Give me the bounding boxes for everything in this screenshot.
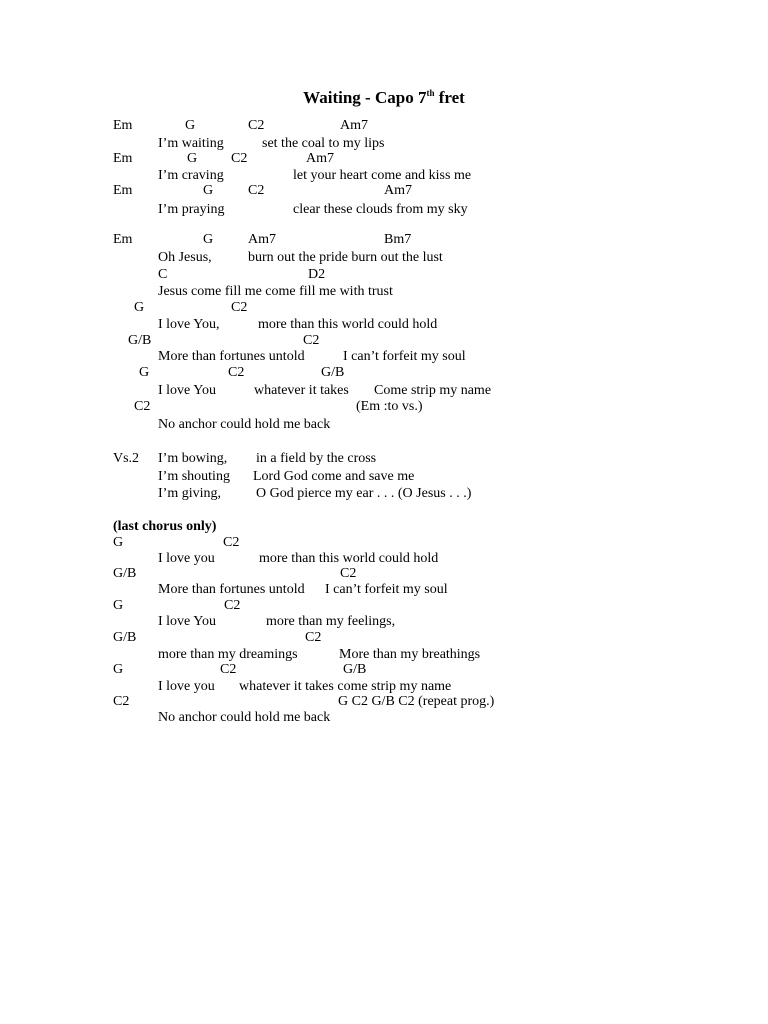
chord-label: Am7 — [340, 118, 368, 133]
chord-label: C2 — [340, 566, 357, 581]
song-title-tail: fret — [434, 88, 465, 107]
lyric-text: let your heart come and kiss me — [293, 168, 472, 183]
lyric-text: clear these clouds from my sky — [293, 202, 468, 217]
chord-label: G — [185, 118, 196, 133]
chord-label: G — [187, 151, 198, 166]
chord-label: G — [113, 662, 124, 677]
chord-label: C2 — [305, 630, 322, 645]
chord-label: C2 — [248, 183, 265, 198]
chord-label: C2 — [231, 300, 248, 315]
chord-label: G/B — [113, 630, 137, 645]
chord-label: G/B — [321, 365, 345, 380]
chord-label: G — [139, 365, 150, 380]
chord-label: C2 — [220, 662, 237, 677]
chord-label: Em — [113, 183, 133, 198]
lyric-text: No anchor could hold me back — [158, 417, 331, 432]
lyric-text: I can’t forfeit my soul — [325, 582, 448, 597]
chord-label: C2 — [224, 598, 241, 613]
lyric-text: whatever it takes come strip my name — [239, 679, 452, 694]
lyric-text: I can’t forfeit my soul — [343, 349, 466, 364]
chord-label: Bm7 — [384, 232, 412, 247]
chord-label: C2 — [223, 535, 240, 550]
lyric-text: set the coal to my lips — [262, 136, 385, 151]
chord-label: G — [113, 535, 124, 550]
chord-label: Am7 — [248, 232, 276, 247]
chord-label: C — [158, 267, 168, 282]
lyric-text: O God pierce my ear . . . (O Jesus . . .) — [256, 486, 472, 501]
chord-label: (Em :to vs.) — [356, 399, 423, 414]
chord-label: G/B — [128, 333, 152, 348]
lyric-text: No anchor could hold me back — [158, 710, 331, 725]
lyric-text: whatever it takes — [254, 383, 349, 398]
chord-label: D2 — [308, 267, 326, 282]
lyric-text: I love you — [158, 679, 215, 694]
lyric-text: I’m waiting — [158, 136, 224, 151]
lyric-text: Lord God come and save me — [253, 469, 415, 484]
chord-label: G — [203, 183, 214, 198]
chord-label: Am7 — [384, 183, 412, 198]
lyric-text: I love You — [158, 614, 216, 629]
chord-label: Em — [113, 232, 133, 247]
lyric-text: Oh Jesus, — [158, 250, 212, 265]
section-label: (last chorus only) — [113, 519, 217, 534]
lyric-text: I’m shouting — [158, 469, 230, 484]
lyric-text: I’m giving, — [158, 486, 221, 501]
lyric-text: I’m praying — [158, 202, 225, 217]
chord-label: G/B — [343, 662, 367, 677]
lyric-text: More than my breathings — [339, 647, 481, 662]
lyric-text: in a field by the cross — [256, 451, 377, 466]
chord-label: C2 — [231, 151, 248, 166]
lyric-text: Vs.2 — [113, 451, 140, 466]
chord-label: Am7 — [306, 151, 334, 166]
lyric-text: I love You, — [158, 317, 220, 332]
chord-label: Em — [113, 118, 133, 133]
lyric-text: more than my dreamings — [158, 647, 298, 662]
chord-label: C2 — [248, 118, 265, 133]
lyric-text: more than this world could hold — [258, 317, 438, 332]
chord-label: C2 — [113, 694, 130, 709]
lyric-text: I’m craving — [158, 168, 224, 183]
lyric-text: I love you — [158, 551, 215, 566]
song-title — [0, 88, 768, 108]
lyric-text: I love You — [158, 383, 216, 398]
chord-label: C2 — [228, 365, 245, 380]
chord-label: G C2 G/B C2 (repeat prog.) — [338, 694, 495, 709]
lyric-text: burn out the pride burn out the lust — [248, 250, 443, 265]
lyric-text: More than fortunes untold — [158, 582, 305, 597]
lyric-text: more than my feelings, — [266, 614, 396, 629]
chord-label: C2 — [134, 399, 151, 414]
chord-label: G — [134, 300, 145, 315]
lyric-text: I’m bowing, — [158, 451, 228, 466]
chord-label: C2 — [303, 333, 320, 348]
chord-label: Em — [113, 151, 133, 166]
lyric-text: More than fortunes untold — [158, 349, 305, 364]
song-title-main: Waiting - Capo 7 — [303, 88, 427, 107]
chord-label: G/B — [113, 566, 137, 581]
chord-label: G — [113, 598, 124, 613]
lyric-text: Jesus come fill me come fill me with trust — [158, 284, 393, 299]
lyric-text: Come strip my name — [374, 383, 492, 398]
song-title-superscript: th — [426, 88, 435, 98]
chord-label: G — [203, 232, 214, 247]
lyric-text: more than this world could hold — [259, 551, 439, 566]
